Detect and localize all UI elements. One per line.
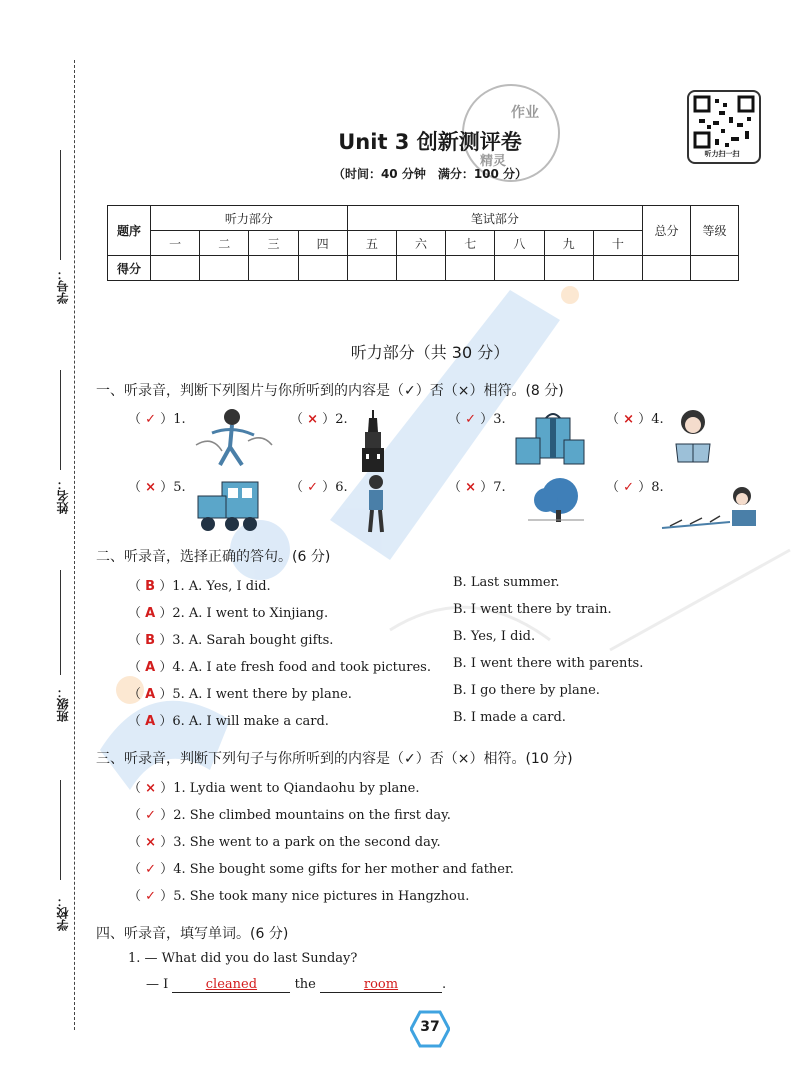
school-line xyxy=(60,780,61,880)
col-number: 七 xyxy=(446,231,495,256)
part1-item: （ × ）5. xyxy=(128,480,186,495)
train-picture xyxy=(194,474,264,536)
col-number: 八 xyxy=(495,231,544,256)
part3-heading: 三、听录音，判断下列句子与你所听到的内容是（✓）否（×）相符。(10 分) xyxy=(96,751,573,767)
stamp-subtext: 精灵 xyxy=(480,154,507,169)
girl-dancing-picture xyxy=(192,405,274,469)
score-cell[interactable] xyxy=(495,256,544,281)
part4-answer-line: — I cleaned the room . xyxy=(146,977,447,992)
part3-item: （ ✓ ）4. She bought some gifts for her mother and father. xyxy=(128,862,514,877)
listening-section-title: 听力部分（共 30 分） xyxy=(350,343,510,362)
part3-item: （ ✓ ）2. She climbed mountains on the first day. xyxy=(128,808,451,823)
part3-item: （ × ）1. Lydia went to Qiandaohu by plane. xyxy=(128,781,420,796)
check-mark: ✓ xyxy=(307,480,319,495)
part3-item: （ × ）3. She went to a park on the second day. xyxy=(128,835,441,850)
student-no-label: 学号： xyxy=(56,268,70,304)
cross-mark: × xyxy=(307,412,319,427)
part2-item: （ A ）4. A. I ate fresh food and took pictures. xyxy=(128,660,431,675)
part1-item: （ ✓ ）8. xyxy=(606,480,664,495)
score-cell[interactable] xyxy=(446,256,495,281)
total-header: 总分 xyxy=(643,206,691,256)
col-number: 十 xyxy=(593,231,642,256)
page-title: Unit 3 创新测评卷 xyxy=(338,130,522,154)
answer-letter: A xyxy=(145,606,156,621)
score-cell[interactable] xyxy=(396,256,445,281)
score-cell[interactable] xyxy=(593,256,642,281)
score-cell[interactable] xyxy=(249,256,298,281)
check-mark: ✓ xyxy=(145,808,157,823)
part1-item: （ ✓ ）6. xyxy=(290,480,348,495)
cross-mark: × xyxy=(145,835,157,850)
part2-item: （ A ）2. A. I went to Xinjiang. xyxy=(128,606,329,621)
part2-heading: 二、听录音，选择正确的答句。(6 分) xyxy=(96,549,331,565)
part1-item: （ ✓ ）3. xyxy=(448,412,506,427)
score-row-label: 得分 xyxy=(108,256,151,281)
order-header: 题序 xyxy=(108,206,151,256)
girl-reading-picture xyxy=(668,404,718,466)
score-cell[interactable] xyxy=(691,256,739,281)
check-mark: ✓ xyxy=(623,480,635,495)
boy-lying-picture xyxy=(660,482,764,532)
answer-letter: A xyxy=(145,687,156,702)
col-number: 一 xyxy=(151,231,200,256)
fill-blank-1[interactable]: cleaned xyxy=(172,977,290,993)
part4-heading: 四、听录音，填写单词。(6 分) xyxy=(96,926,289,942)
part3-item: （ ✓ ）5. She took many nice pictures in Hangzhou. xyxy=(128,889,470,904)
binding-line xyxy=(74,60,75,1030)
part2-item: （ A ）5. A. I went there by plane. xyxy=(128,687,352,702)
check-mark: ✓ xyxy=(465,412,477,427)
listening-header: 听力部分 xyxy=(151,206,348,231)
school-label: 学校： xyxy=(56,895,70,931)
col-number: 五 xyxy=(347,231,396,256)
answer-letter: A xyxy=(145,714,156,729)
col-number: 二 xyxy=(200,231,249,256)
cross-mark: × xyxy=(623,412,635,427)
name-label: 姓名： xyxy=(56,478,70,514)
part1-heading: 一、听录音，判断下列图片与你所听到的内容是（✓）否（×）相符。(8 分) xyxy=(96,383,564,399)
score-cell[interactable] xyxy=(347,256,396,281)
part2-item: （ B ）3. A. Sarah bought gifts. xyxy=(128,633,334,648)
writing-header: 笔试部分 xyxy=(347,206,642,231)
class-line xyxy=(60,570,61,675)
col-number: 九 xyxy=(544,231,593,256)
page-number: 37 xyxy=(420,1019,440,1035)
part2-option-b: B. I went there by train. xyxy=(453,602,612,617)
cross-mark: × xyxy=(465,480,477,495)
part2-option-b: B. I went there with parents. xyxy=(453,656,644,671)
check-mark: ✓ xyxy=(145,862,157,877)
gift-boxes-picture xyxy=(514,410,586,468)
answer-letter: B xyxy=(145,579,156,594)
part1-item: （ × ）7. xyxy=(448,480,506,495)
name-line xyxy=(60,370,61,470)
score-table xyxy=(107,205,739,281)
tree-picture xyxy=(524,474,588,524)
grade-header: 等级 xyxy=(691,206,739,256)
class-label: 班级： xyxy=(56,686,70,722)
col-number: 六 xyxy=(396,231,445,256)
boy-standing-picture xyxy=(362,472,390,534)
part2-option-b: B. Yes, I did. xyxy=(453,629,536,644)
tower-picture xyxy=(358,408,388,472)
check-mark: ✓ xyxy=(145,889,157,904)
score-cell[interactable] xyxy=(298,256,347,281)
cross-mark: × xyxy=(145,781,157,796)
score-cell[interactable] xyxy=(151,256,200,281)
answer-letter: A xyxy=(145,660,156,675)
col-number: 三 xyxy=(249,231,298,256)
part1-item: （ ✓ ）1. xyxy=(128,412,186,427)
part1-item: （ × ）4. xyxy=(606,412,664,427)
part2-option-b: B. I go there by plane. xyxy=(453,683,600,698)
page-subtitle: （时间：40 分钟 满分：100 分） xyxy=(332,167,528,181)
col-number: 四 xyxy=(298,231,347,256)
part2-option-b: B. Last summer. xyxy=(453,575,560,590)
answer-letter: B xyxy=(145,633,156,648)
check-mark: ✓ xyxy=(145,412,157,427)
score-cell[interactable] xyxy=(643,256,691,281)
stamp-text: 作业 xyxy=(511,105,539,121)
part1-item: （ × ）2. xyxy=(290,412,348,427)
part2-option-b: B. I made a card. xyxy=(453,710,566,725)
qr-caption: 听力扫一扫 xyxy=(704,150,740,158)
fill-blank-2[interactable]: room xyxy=(320,977,442,993)
part4-question: 1. — What did you do last Sunday? xyxy=(128,951,358,966)
score-cell[interactable] xyxy=(200,256,249,281)
part2-item: （ A ）6. A. I will make a card. xyxy=(128,714,329,729)
part2-item: （ B ）1. A. Yes, I did. xyxy=(128,579,271,594)
score-cell[interactable] xyxy=(544,256,593,281)
cross-mark: × xyxy=(145,480,157,495)
